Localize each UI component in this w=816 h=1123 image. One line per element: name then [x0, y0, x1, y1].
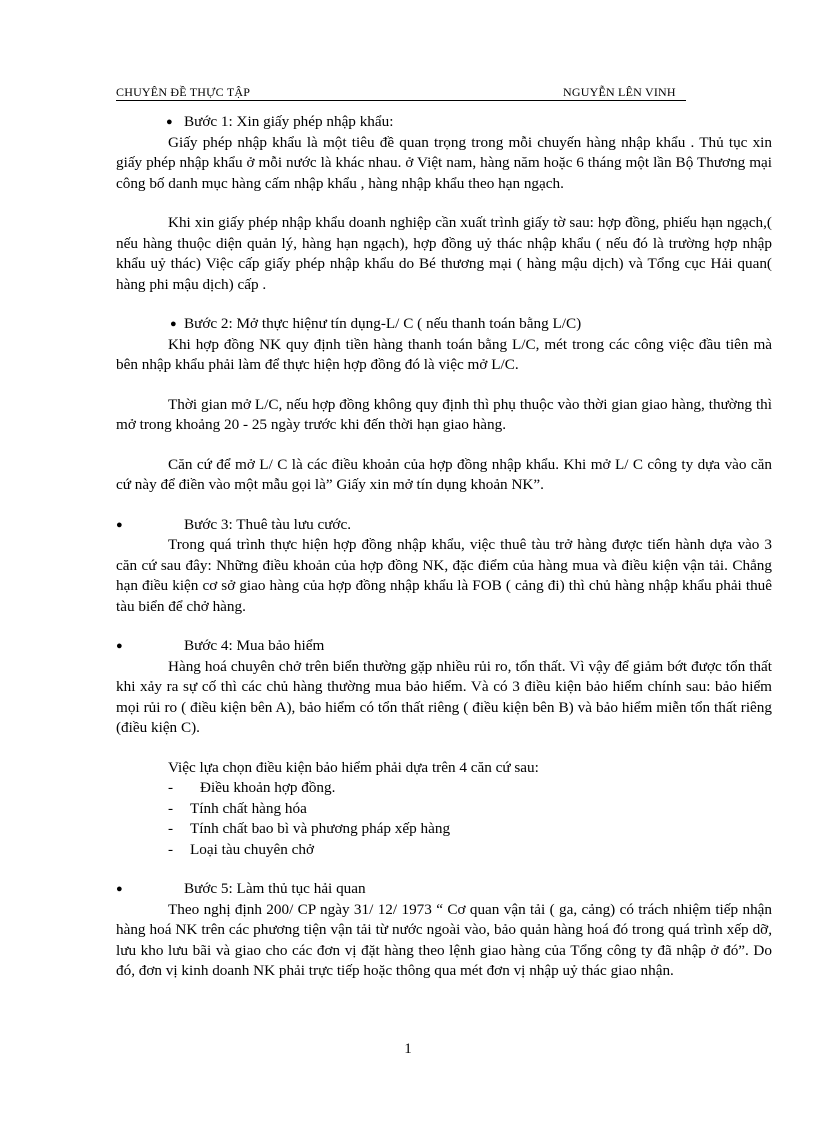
list-item-text: Điều khoản hợp đồng.	[200, 779, 336, 796]
list-item-text: Tính chất hàng hóa	[190, 799, 307, 817]
step-2-paragraph-2: Thời gian mở L/C, nếu hợp đồng không quy định thì phụ thuộc vào thời gian giao hàng, thường thì mở trong khoảng 20 - 25 ngày trước khi đến thời hạn giao hàng.	[116, 395, 772, 433]
list-item	[116, 799, 772, 820]
step-2-label: Bước 2: Mở thực hiệnư tín dụng-L/ C ( nếu thanh toán bằng L/C)	[184, 315, 582, 332]
step-1-label: Bước 1: Xin giấy phép nhập khẩu:	[184, 113, 394, 130]
step-5-label: Bước 5: Làm thủ tục hải quan	[184, 880, 366, 897]
step-3-paragraph-1: Trong quá trình thực hiện hợp đồng nhập khẩu, việc thuê tàu trở hàng được tiến hành dựa vào 3 căn cứ sau đây: Những điều khoản của hợp đồng NK, đặc điểm của hàng mua và điều kiện vận tải. Chẳng hạn điều kiện cơ sở giao hàng của hợp đồng nhập khẩu là FOB ( cảng đi) thì chủ hàng nhập khẩu phải thuê tàu biển để chở hàng.	[116, 536, 772, 615]
step-1-paragraph-2: Khi xin giấy phép nhập khẩu doanh nghiệp cần xuất trình giấy tờ sau: hợp đồng, phiếu hạn ngạch,( nếu hàng thuộc diện quản lý, hàng hạn ngạch), hợp đồng uỷ thác nhập khẩu ( nếu đó là trường hợp nhập khẩu uỷ thác) Việc cấp giấy phép nhập khẩu do Bé thương mại ( hàng mậu dịch) và Tổng cục Hải quan( hàng phi mậu dịch) cấp .	[116, 214, 772, 293]
dash-marker: -	[168, 840, 174, 858]
step-4-paragraph-2: Việc lựa chọn điều kiện bảo hiểm phải dựa trên 4 căn cứ sau:	[168, 758, 539, 776]
document-body	[116, 112, 772, 982]
list-item	[116, 840, 772, 861]
step-1-heading	[116, 112, 772, 133]
header-author: NGUYỄN LÊN VINH	[563, 85, 676, 99]
list-item-text: Tính chất bao bì và phương pháp xếp hàng	[190, 820, 451, 837]
list-item-text: Loại tàu chuyên chở	[190, 840, 314, 858]
bullet-icon: ●	[116, 883, 123, 895]
dash-marker: -	[168, 799, 174, 817]
step-4-paragraph-1: Hàng hoá chuyên chở trên biển thường gặp nhiều rủi ro, tổn thất. Vì vậy để giảm bớt được tổn thất khi xảy ra sự cố thì các chủ hàng thường mua bảo hiểm. Và có 3 điều kiện bảo hiểm chính sau: bảo hiểm mọi rủi ro ( điều kiện bên A), bảo hiểm có tổn thất riêng ( điều kiện bên B) và bảo hiểm miễn tổn thất riêng (điều kiện C).	[116, 657, 772, 736]
step-5-heading	[116, 879, 772, 900]
dash-marker: -	[168, 820, 174, 837]
step-4-heading	[116, 636, 772, 657]
step-2-heading	[116, 314, 772, 335]
step-5-paragraph-1: Theo nghị định 200/ CP ngày 31/ 12/ 1973 “ Cơ quan vận tải ( ga, cảng) có trách nhiệm tiếp nhận hàng hoá NK trên các phương tiện vận tải từ nước ngoài vào, bảo quản hàng hoá đó trong quá trình xếp dỡ, lưu kho lưu bãi và giao cho các đơn vị đặt hàng theo lệnh giao hàng của Tổng công ty đã nhập ở đó”. Do đó, đơn vị kinh doanh NK phải trực tiếp hoặc thông qua mét đơn vị nhập uỷ thác giao nhận.	[116, 900, 772, 979]
step-4-label: Bước 4: Mua bảo hiểm	[184, 637, 325, 654]
list-item	[116, 819, 772, 840]
header-title: CHUYÊN ĐỀ THỰC TẬP	[116, 85, 251, 99]
step-2-paragraph-1: Khi hợp đồng NK quy định tiền hàng thanh toán bằng L/C, mét trong các công việc đầu tiên mà bên nhập khẩu phải làm để thực hiện hợp đồng đó là việc mở L/C.	[116, 335, 772, 373]
step-1-paragraph-1: Giấy phép nhập khẩu là một tiêu đề quan trọng trong mỗi chuyến hàng nhập khẩu . Thủ tục xin giấy phép nhập khẩu ở mỗi nước là khác nhau. ở Việt nam, hàng năm hoặc 6 tháng một lần Bộ Thương mại công bố danh mục hàng cấm nhập khẩu , hàng nhập khẩu theo hạn ngạch.	[116, 133, 772, 192]
dash-marker: -	[168, 779, 174, 796]
step-3-label: Bước 3: Thuê tàu lưu cước.	[184, 515, 352, 533]
list-item	[116, 778, 772, 799]
bullet-icon: ●	[166, 116, 173, 128]
page-number: 1	[404, 1041, 412, 1057]
bullet-icon: ●	[116, 518, 123, 531]
bullet-icon: ●	[170, 318, 177, 330]
step-3-heading	[116, 515, 772, 536]
bullet-icon: ●	[116, 640, 123, 652]
page-header	[116, 84, 686, 101]
step-2-paragraph-3: Căn cứ để mở L/ C là các điều khoản của hợp đồng nhập khẩu. Khi mở L/ C công ty dựa vào căn cứ này để điền vào một mẫu gọi là” Giấy xin mở tín dụng khoản NK”.	[116, 455, 772, 493]
